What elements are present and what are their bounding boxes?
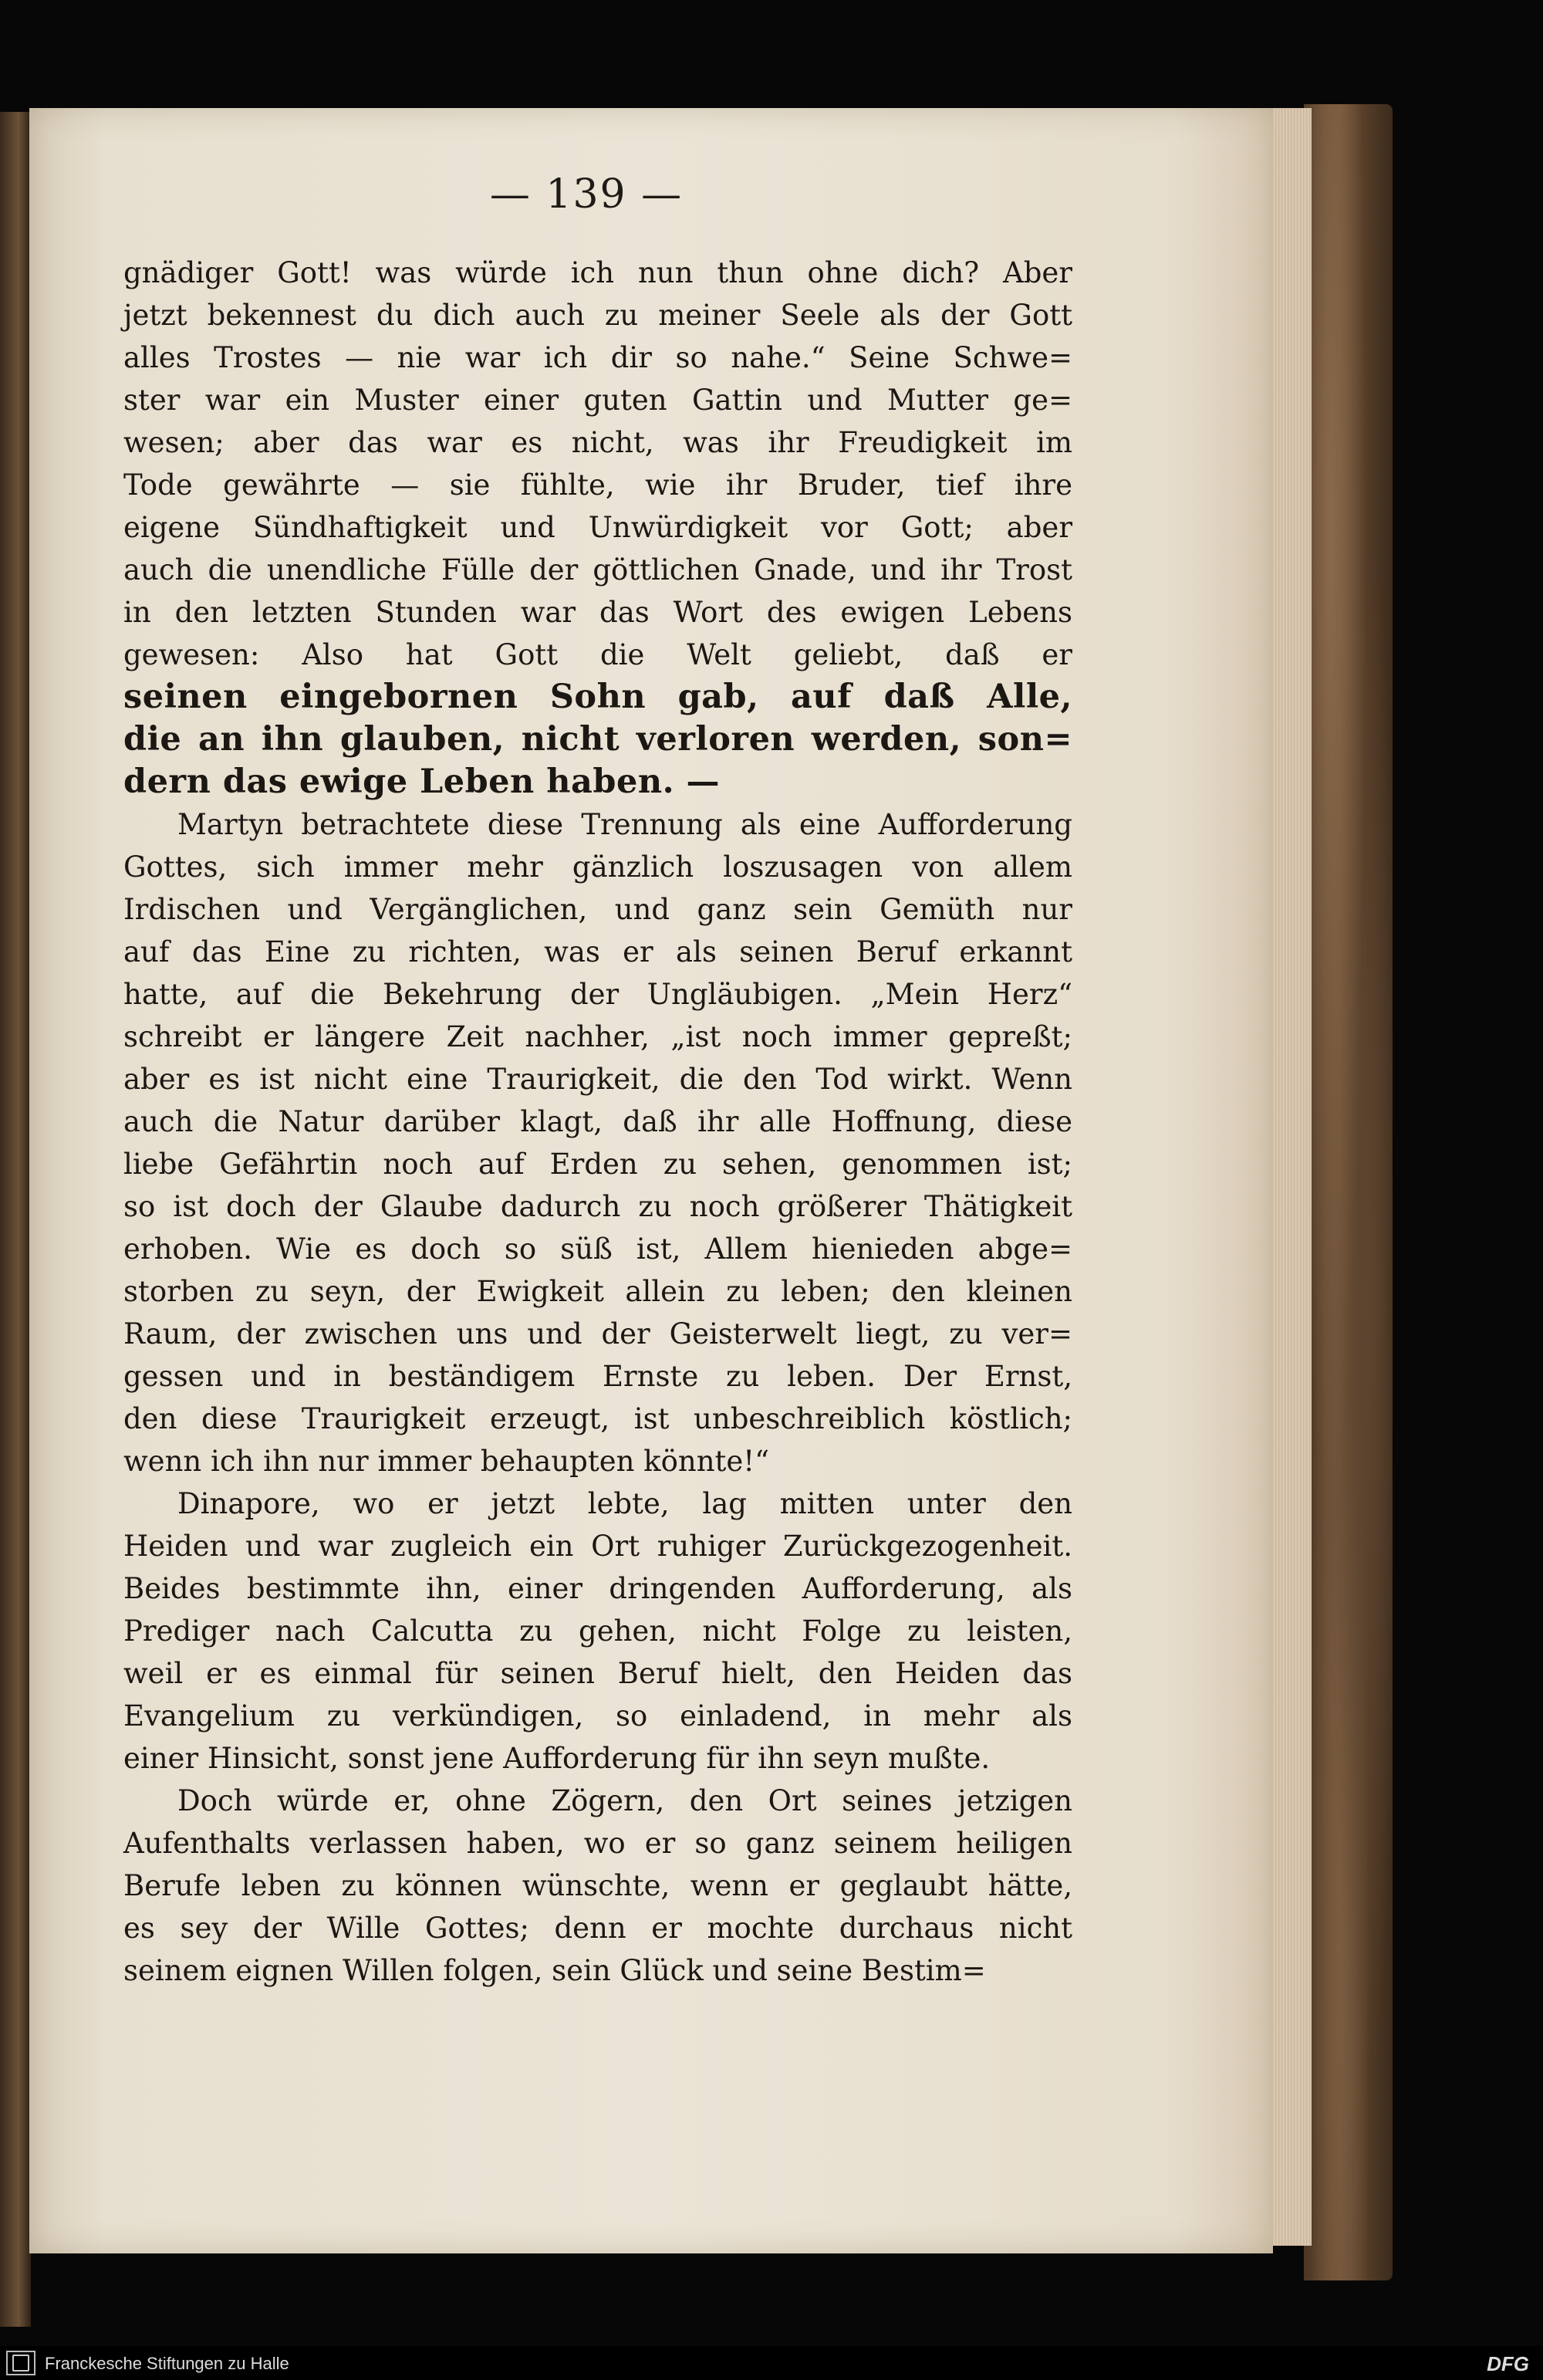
text-line: seinen eingebornen Sohn gab, auf daß Alle, [123, 678, 1072, 716]
text-line: Martyn betrachtete diese Trennung als eine Aufforderung [177, 808, 1072, 841]
text-line: seinem eignen Willen folgen, sein Glück und seine Bestim= [123, 1954, 986, 1987]
text-line: schreibt er längere Zeit nachher, „ist noch immer gepreßt; [123, 1020, 1072, 1053]
text-line: Doch würde er, ohne Zögern, den Ort seines jetzigen [177, 1784, 1072, 1817]
marbled-book-cover [1304, 104, 1393, 2280]
text-line: Heiden und war zugleich ein Ort ruhiger Zurückgezogenheit. [123, 1530, 1072, 1563]
text-line: einer Hinsicht, sonst jene Aufforderung für ihn seyn mußte. [123, 1742, 991, 1775]
text-line: die an ihn glauben, nicht verloren werden, son= [123, 720, 1072, 759]
text-line: Dinapore, wo er jetzt lebte, lag mitten unter den [177, 1487, 1072, 1520]
text-line: Gottes, sich immer mehr gänzlich loszusagen von allem [123, 850, 1072, 884]
text-line: weil er es einmal für seinen Beruf hielt, den Heiden das [123, 1657, 1072, 1690]
text-line: Tode gewährte — sie fühlte, wie ihr Bruder, tief ihre [123, 468, 1072, 502]
text-line: so ist doch der Glaube dadurch zu noch größerer Thätigkeit [123, 1190, 1072, 1223]
text-line: es sey der Wille Gottes; denn er mochte durchaus nicht [123, 1912, 1072, 1945]
text-line: aber es ist nicht eine Traurigkeit, die den Tod wirkt. Wenn [123, 1063, 1072, 1096]
institution-name: Franckesche Stiftungen zu Halle [45, 2354, 289, 2373]
text-line: storben zu seyn, der Ewigkeit allein zu leben; den kleinen [123, 1275, 1072, 1308]
text-line: Berufe leben zu können wünschte, wenn er geglaubt hätte, [123, 1869, 1072, 1902]
text-line: Evangelium zu verkündigen, so einladend, in mehr als [123, 1699, 1072, 1733]
text-line: Beides bestimmte ihn, einer dringenden Aufforderung, als [123, 1572, 1072, 1605]
text-line: gewesen: Also hat Gott die Welt geliebt, daß er [123, 638, 1072, 671]
text-line: liebe Gefährtin noch auf Erden zu sehen, genommen ist; [123, 1148, 1072, 1181]
text-line: auf das Eine zu richten, was er als seinen Beruf erkannt [123, 935, 1072, 969]
text-line: erhoben. Wie es doch so süß ist, Allem hienieden abge= [123, 1232, 1072, 1266]
text-line: gessen und in beständigem Ernste zu leben. Der Ernst, [123, 1360, 1072, 1393]
text-line: den diese Traurigkeit erzeugt, ist unbeschreiblich köstlich; [123, 1402, 1072, 1435]
dfg-logo: DFG [1487, 2352, 1529, 2375]
left-book-cover [0, 112, 31, 2327]
text-line: jetzt bekennest du dich auch zu meiner Seele als der Gott [123, 299, 1072, 332]
page-number-header: — 139 — [489, 171, 684, 218]
text-line: hatte, auf die Bekehrung der Ungläubigen. „Mein Herz“ [123, 978, 1072, 1011]
text-line: ster war ein Muster einer guten Gattin und Mutter ge= [123, 384, 1072, 417]
text-line: auch die Natur darüber klagt, daß ihr alle Hoffnung, diese [123, 1105, 1072, 1138]
text-line: Aufenthalts verlassen haben, wo er so ganz seinem heiligen [123, 1827, 1072, 1860]
institution-logo-icon [6, 2351, 35, 2375]
text-line: wenn ich ihn nur immer behaupten könnte!“ [123, 1445, 770, 1478]
text-line: alles Trostes — nie war ich dir so nahe.“ Seine Schwe= [123, 341, 1072, 374]
text-line: Irdischen und Vergänglichen, und ganz sein Gemüth nur [123, 893, 1072, 926]
text-line: eigene Sündhaftigkeit und Unwürdigkeit vor Gott; aber [123, 511, 1072, 544]
footer-bar [0, 2346, 1543, 2380]
text-line: in den letzten Stunden war das Wort des ewigen Lebens [123, 596, 1072, 629]
text-line: auch die unendliche Fülle der göttlichen Gnade, und ihr Trost [123, 553, 1072, 587]
body-text [123, 252, 1072, 1992]
text-line: wesen; aber das war es nicht, was ihr Freudigkeit im [123, 426, 1072, 459]
text-line: gnädiger Gott! was würde ich nun thun ohne dich? Aber [123, 256, 1072, 289]
text-line: Raum, der zwischen uns und der Geisterwelt liegt, zu ver= [123, 1317, 1072, 1351]
text-line: dern das ewige Leben haben. — [123, 762, 721, 801]
text-line: Prediger nach Calcutta zu gehen, nicht Folge zu leisten, [123, 1614, 1072, 1648]
